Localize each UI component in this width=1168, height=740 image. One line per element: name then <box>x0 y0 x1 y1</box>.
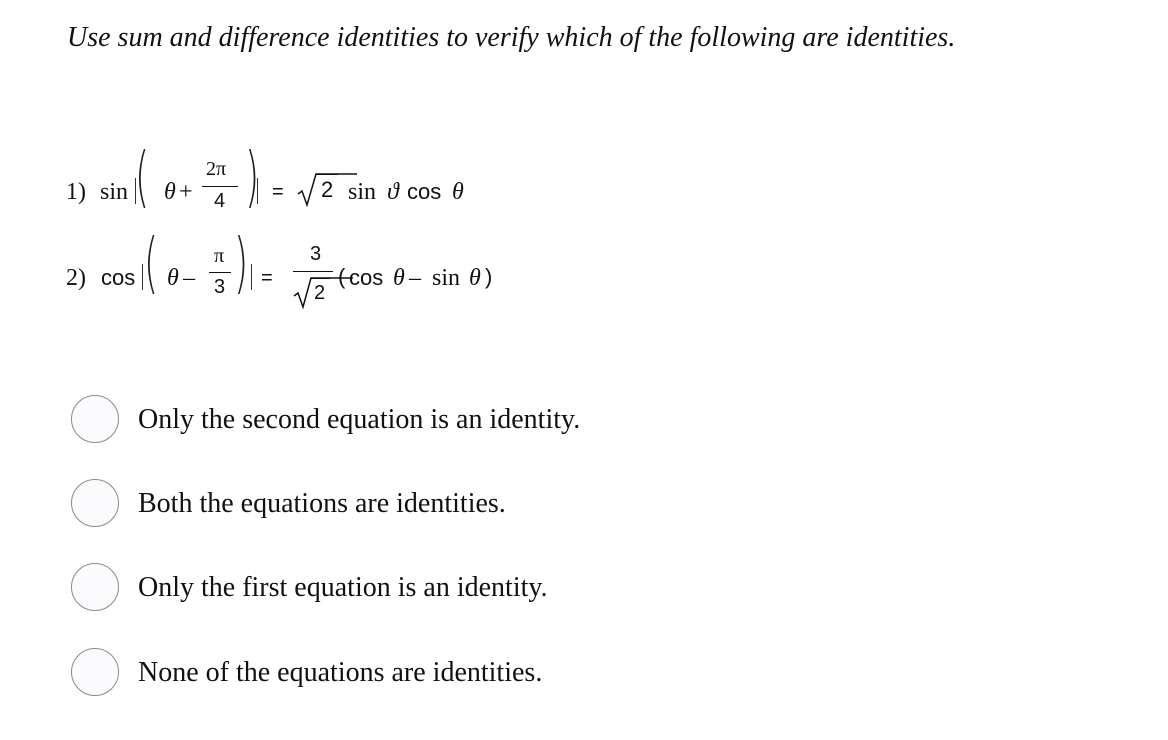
radio-button[interactable] <box>71 479 119 527</box>
fraction-bar <box>209 272 231 273</box>
fraction-numerator: π <box>214 245 225 267</box>
theta-symbol: ϑ <box>387 179 399 205</box>
fraction-bar <box>202 186 238 187</box>
radical-bar <box>310 278 330 279</box>
square-root-icon <box>297 172 321 208</box>
answer-option-4[interactable] <box>71 648 691 698</box>
sin-function: sin <box>100 179 129 205</box>
theta-symbol: θ <box>452 179 464 205</box>
answer-option-2[interactable] <box>71 479 691 529</box>
argument-separator <box>257 178 258 204</box>
open-paren: ( <box>338 264 346 289</box>
theta-symbol: θ <box>469 265 481 291</box>
square-root-icon <box>293 276 315 310</box>
theta-symbol: θ <box>164 179 176 205</box>
fraction-denominator: 3 <box>214 276 226 298</box>
question-instructions: Use sum and difference identities to verify which of the following are identities. <box>67 22 956 53</box>
left-paren: ( <box>144 224 159 301</box>
minus-operator: – <box>409 265 421 291</box>
equation-number: 1) <box>66 179 86 205</box>
cos-function: cos <box>101 265 136 290</box>
sin-function: sin <box>348 179 377 205</box>
answer-option-3[interactable] <box>71 563 691 613</box>
equation-number: 2) <box>66 265 86 291</box>
argument-separator <box>251 264 252 290</box>
cos-function: cos <box>349 265 384 290</box>
fraction-denominator: 4 <box>214 190 226 212</box>
radio-button[interactable] <box>71 395 119 443</box>
answer-option-label[interactable]: Only the second equation is an identity. <box>138 404 581 435</box>
equals-sign: = <box>272 181 284 203</box>
theta-symbol: θ <box>393 265 405 291</box>
radio-button[interactable] <box>71 563 119 611</box>
coefficient-fraction-bar <box>293 271 333 272</box>
close-paren: ) <box>485 264 493 289</box>
radical-bar <box>316 174 338 175</box>
minus-operator: – <box>183 265 195 291</box>
plus-operator: + <box>179 179 193 205</box>
answer-option-label[interactable]: Both the equations are identities. <box>138 488 506 519</box>
radicand: 2 <box>314 282 326 304</box>
radicand: 2 <box>321 177 334 202</box>
sin-function: sin <box>432 265 461 291</box>
right-paren: ) <box>234 224 249 301</box>
fraction-numerator: 2π <box>206 158 227 180</box>
coefficient-numerator: 3 <box>310 243 322 265</box>
answer-option-label[interactable]: Only the first equation is an identity. <box>138 572 548 603</box>
cos-function: cos <box>407 179 442 204</box>
answer-option-label[interactable]: None of the equations are identities. <box>138 657 543 688</box>
theta-symbol: θ <box>167 265 179 291</box>
equals-sign: = <box>261 267 273 289</box>
answer-option-1[interactable] <box>71 395 691 445</box>
left-paren: ( <box>135 138 150 215</box>
right-paren: ) <box>245 138 260 215</box>
argument-separator <box>142 264 143 290</box>
radio-button[interactable] <box>71 648 119 696</box>
